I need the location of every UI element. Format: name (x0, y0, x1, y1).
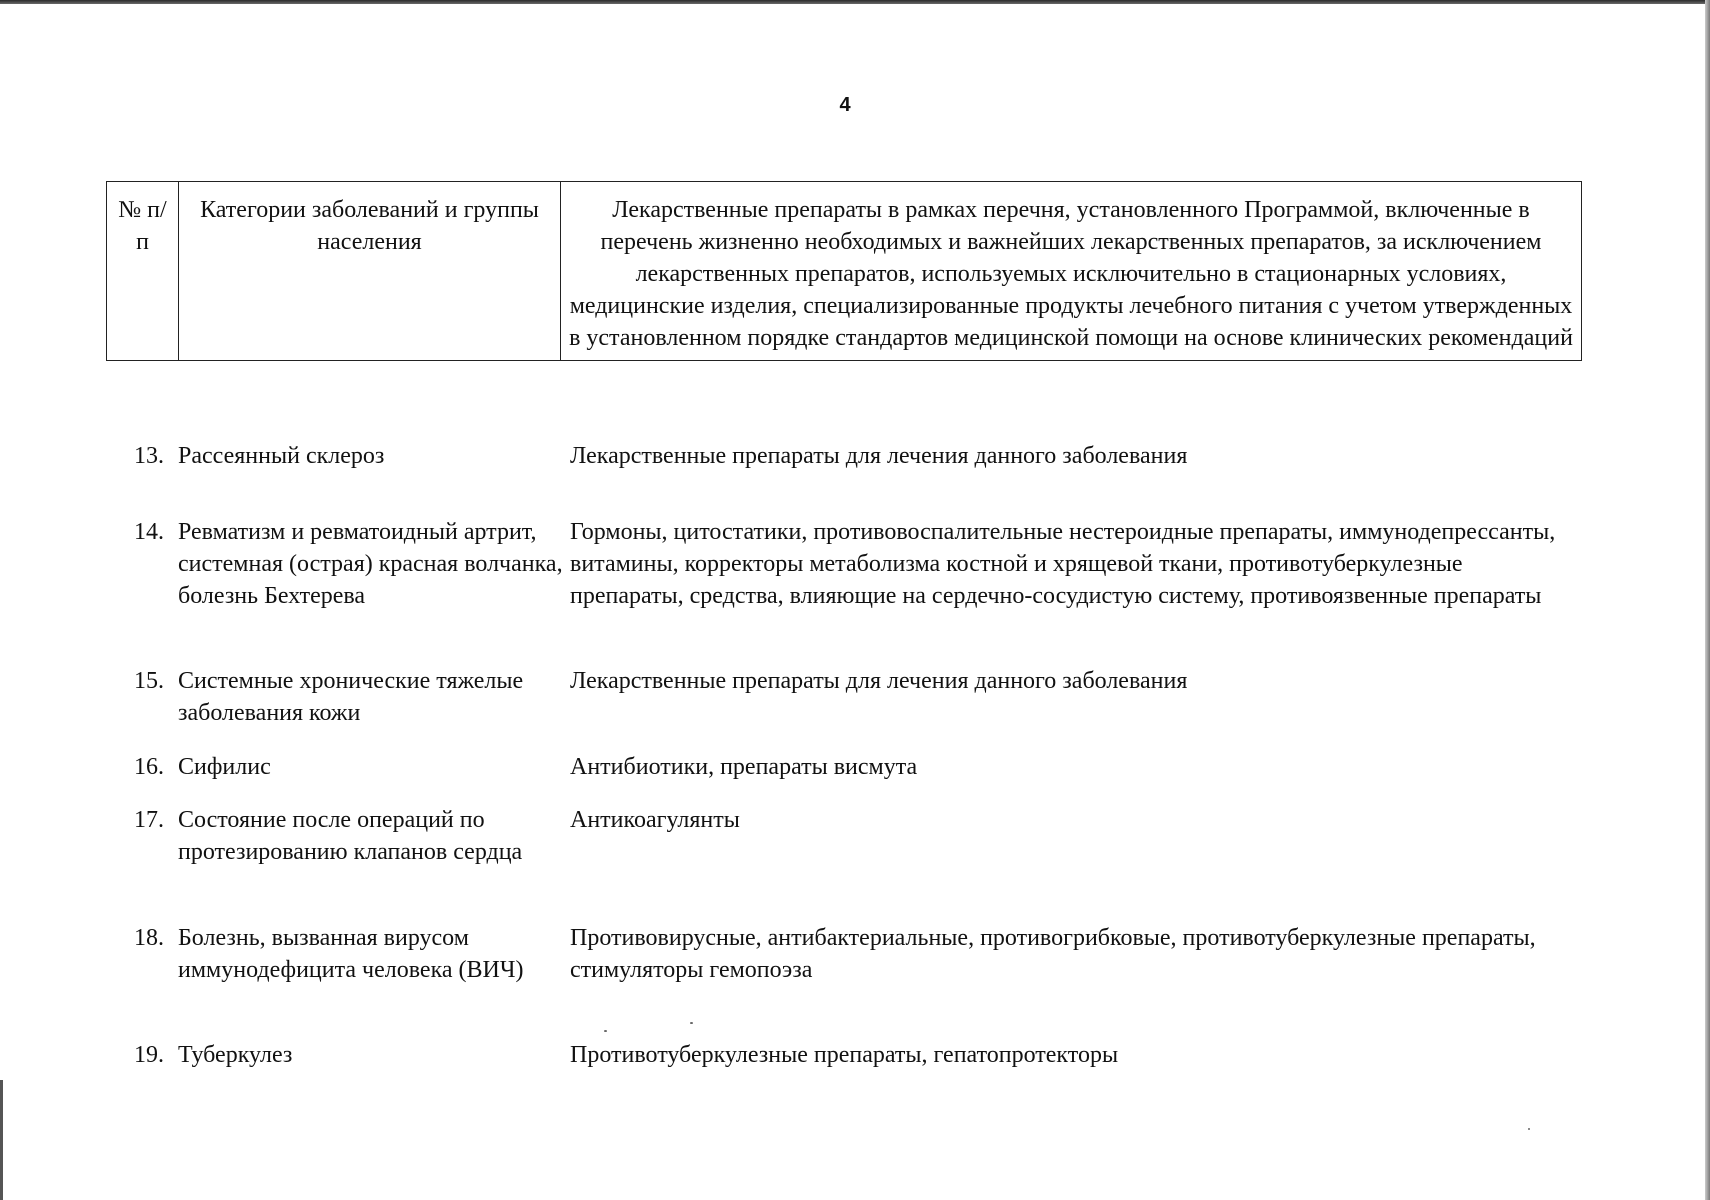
row-number: 19. (134, 1042, 164, 1068)
row-category: Сифилис (178, 754, 271, 780)
row-category: Системные хронические тяжелые заболевания кожи (178, 668, 524, 726)
row-number: 14. (134, 519, 164, 545)
table-row (106, 751, 1582, 804)
row-drugs: Антибиотики, препараты висмута (570, 754, 918, 780)
row-drugs: Противотуберкулезные препараты, гепатопротекторы (570, 1042, 1119, 1068)
scan-edge-top (0, 0, 1710, 4)
table-row (106, 665, 1582, 751)
table-row (106, 804, 1582, 922)
table-row (106, 1039, 1582, 1079)
header-category-cell: Категории заболеваний и группы населения (179, 182, 561, 361)
row-category: Туберкулез (178, 1042, 293, 1068)
row-category: Ревматизм и ревматоидный артрит, системная (острая) красная волчанка, болезнь Бехтерева (178, 519, 563, 609)
row-drugs: Противовирусные, антибактериальные, противогрибковые, противотуберкулезные препараты, стимуляторы гемопоэза (570, 925, 1536, 983)
table-header (106, 181, 1582, 361)
row-category: Состояние после операций по протезированию клапанов сердца (178, 807, 523, 865)
scan-edge-right (1705, 0, 1710, 1200)
scan-speck (690, 1022, 693, 1024)
scan-speck (604, 1030, 607, 1032)
row-drugs: Антикоагулянты (570, 807, 740, 833)
row-number: 16. (134, 754, 164, 780)
row-number: 13. (134, 443, 164, 469)
table-row (106, 440, 1582, 516)
row-drugs: Гормоны, цитостатики, противовоспалительные нестероидные препараты, иммунодепрессанты, витамины, корректоры метаболизма костной и хрящевой ткани, противотуберкулезные препараты, средства, влияющие на сердечно-сосудистую систему, противоязвенные препараты (570, 519, 1556, 609)
row-category: Рассеянный склероз (178, 443, 385, 469)
row-drugs: Лекарственные препараты для лечения данного заболевания (570, 668, 1188, 694)
table-row (106, 922, 1582, 1039)
row-number: 18. (134, 925, 164, 951)
row-category: Болезнь, вызванная вирусом иммунодефицита человека (ВИЧ) (178, 925, 524, 983)
row-number: 15. (134, 668, 164, 694)
scan-edge-left (0, 1080, 3, 1200)
header-drugs-cell: Лекарственные препараты в рамках перечня, установленного Программой, включенные в перечень жизненно необходимых и важнейших лекарственных препаратов, за исключением лекарственных препаратов, используемых исключительно в стационарных условиях, медицинские изделия, специализированные продукты лечебного питания с учетом утвержденных в установленном порядке стандартов медицинской помощи на основе клинических рекомендаций (561, 182, 1582, 361)
table-row (106, 516, 1582, 665)
row-drugs: Лекарственные препараты для лечения данного заболевания (570, 443, 1188, 469)
row-number: 17. (134, 807, 164, 833)
header-row (107, 182, 1582, 361)
scan-speck (1528, 1128, 1530, 1130)
page-number: 4 (839, 94, 851, 116)
table-body (106, 440, 1582, 1079)
header-number-cell: № п/п (107, 182, 179, 361)
